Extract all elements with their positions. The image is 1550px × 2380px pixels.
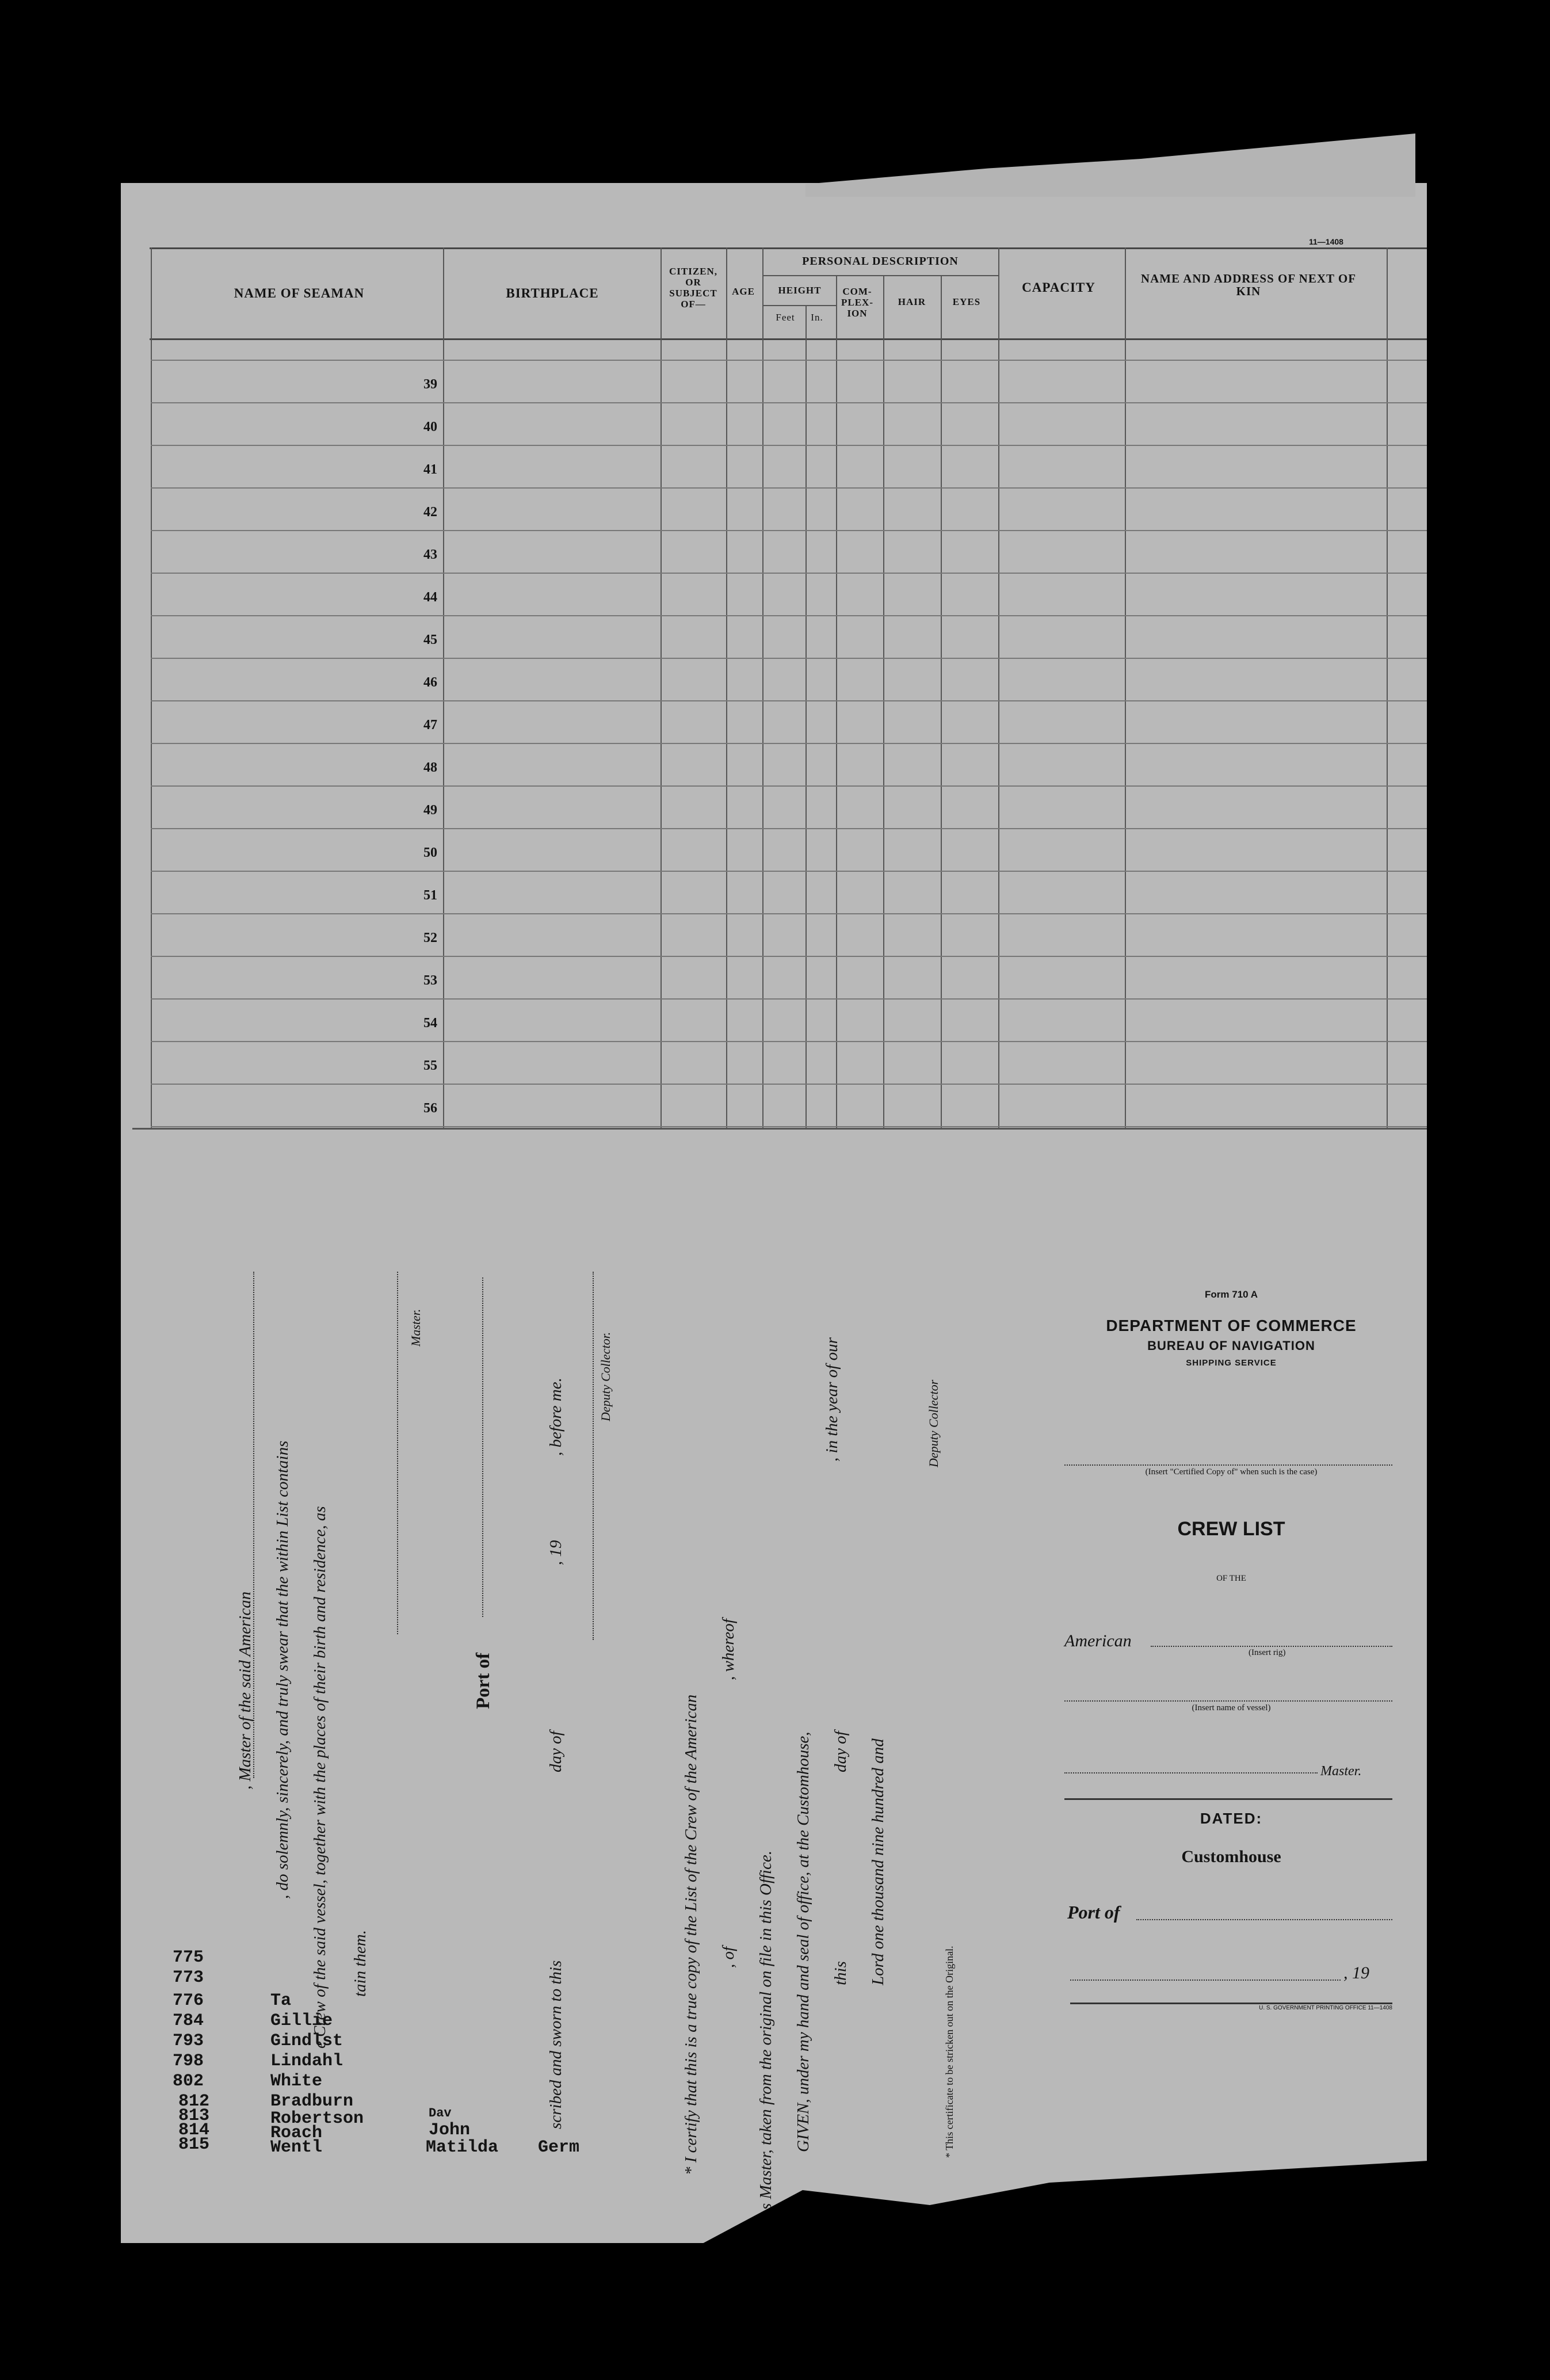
grid-line [1125,247,1126,1128]
grid-line [762,247,763,1128]
bleed-number: 793 [173,2031,204,2051]
row-number: 52 [423,930,437,945]
gpo-imprint: U. S. GOVERNMENT PRINTING OFFICE 11—1408 [1259,2005,1392,2011]
row-line [151,1084,1427,1085]
bleed-number: 784 [173,2011,204,2031]
grid-line [1387,247,1388,1128]
bleed-number: 814 [178,2120,210,2140]
certificate-whereof: , whereof [719,1619,738,1680]
col-capacity: CAPACITY [1022,280,1095,295]
department-title: DEPARTMENT OF COMMERCE [1106,1317,1357,1334]
certificate-line1: * I certify that this is a true copy of the List of the Crew of the American [682,1694,700,2175]
certificate-this: this [831,1961,850,1985]
insert-name-note: (Insert name of vessel) [1192,1703,1271,1712]
master-blank [1064,1772,1318,1773]
cover-master-label: Master. [1320,1764,1362,1779]
row-number: 40 [423,419,437,434]
row-line [151,360,1427,361]
oath-deputy-collector: Deputy Collector. [598,1332,613,1421]
row-number: 45 [423,632,437,647]
bleed-number: 812 [178,2092,210,2111]
row-number: 56 [423,1101,437,1116]
row-line [151,1041,1427,1042]
col-birthplace: BIRTHPLACE [506,286,599,300]
col-feet: Feet [776,312,795,323]
oath-before-me: , before me. [547,1378,565,1456]
col-citizen: CITIZEN, OR SUBJECT OF— [669,266,718,310]
bleed-name: Roach [270,2123,323,2143]
customhouse-label: Customhouse [1181,1847,1281,1866]
oath-tain: tain them. [351,1930,369,1997]
row-number: 39 [423,377,437,392]
bleed-name: Wentl [270,2138,323,2157]
oath-swear: , do solemnly, sincerely, and truly swear that the within List contains [273,1440,292,1899]
bleed-first-name: Dav [429,2106,452,2120]
row-line [151,956,1427,957]
row-number: 54 [423,1016,437,1031]
row-line [151,785,1427,787]
row-line [151,402,1427,403]
table-bottom-border [132,1128,1427,1130]
bleed-number: 775 [173,1948,204,1967]
master-signature-line [397,1272,400,1634]
grid-line [805,306,807,1128]
col-complexion: COM-PLEX-ION [841,286,873,319]
oath-day-of: day of [547,1731,565,1772]
row-number: 51 [423,888,437,903]
col-height: HEIGHT [778,285,822,296]
crew-list-title: CREW LIST [1177,1518,1285,1540]
row-number: 49 [423,803,437,818]
row-number: 46 [423,675,437,690]
certificate-note: * This certificate to be stricken out on the Original. [944,1946,955,2158]
bleed-number: 815 [178,2135,210,2154]
rig-blank [1151,1646,1392,1647]
row-number: 43 [423,547,437,562]
row-number: 42 [423,505,437,520]
certificate-line2: s Master, taken from the original on file in this Office. [757,1851,775,2210]
date-blank [1070,1979,1341,1981]
certificate-year-of-our: , in the year of our [823,1337,841,1462]
service-title: SHIPPING SERVICE [1186,1358,1277,1368]
vessel-name-blank [1064,1700,1392,1702]
bleed-extra: Germ [538,2138,580,2157]
bleed-name: Lindahl [270,2051,343,2071]
deputy-signature-line [593,1272,595,1640]
port-blank [482,1277,485,1617]
row-number: 53 [423,973,437,988]
row-number: 48 [423,760,437,775]
cert-copy-blank [1064,1464,1392,1466]
cover-divider [1064,1798,1392,1800]
row-line [151,743,1427,744]
bleed-name: Bradburn [270,2092,354,2111]
bureau-title: BUREAU OF NAVIGATION [1147,1338,1315,1353]
form-number: 11—1408 [1309,237,1343,246]
port-blank-cover [1136,1919,1392,1920]
bleed-name: Ta [270,1991,292,2011]
cover-panel [1059,1289,1404,1368]
row-line [151,615,1427,616]
certificate-line3: GIVEN, under my hand and seal of office, at the Customhouse, [794,1731,812,2152]
bleed-first-name: John [429,2120,471,2140]
bleed-name: Robertson [270,2109,364,2129]
of-the-label: OF THE [1216,1574,1246,1583]
form-label: Form 710 A [1205,1289,1258,1300]
bleed-number: 813 [178,2106,210,2126]
row-line [151,445,1427,446]
certificate-line4: Lord one thousand nine hundred and [869,1738,887,1985]
bleed-number: 773 [173,1968,204,1988]
row-line [151,573,1427,574]
bleed-name: Gillie [270,2011,333,2031]
certificate-deputy-collector: Deputy Collector [926,1379,941,1467]
bleed-first-name: Matilda [426,2138,499,2157]
grid-line [443,247,444,1128]
col-next-of-kin: NAME AND ADDRESS OF NEXT OF KIN [1140,272,1357,298]
row-number: 50 [423,845,437,860]
row-line [151,658,1427,659]
col-hair: HAIR [898,296,926,307]
oath-crew: e Crew of the said vessel, together with the places of their birth and residence, as [311,1506,329,2049]
torn-top-edge [805,134,1415,197]
row-number: 41 [423,462,437,477]
dated-label: DATED: [1200,1810,1263,1827]
row-line [151,700,1427,701]
insert-cert-note: (Insert "Certified Copy of" when such is the case) [1145,1467,1318,1477]
row-line [151,998,1427,1000]
col-age: AGE [732,286,755,297]
row-number: 47 [423,718,437,733]
grid-line [151,247,152,1128]
oath-master-signature: Master. [409,1309,423,1347]
grid-line [998,247,999,1128]
bleed-name: White [270,2072,323,2091]
row-line [151,1126,1427,1127]
oath-master-of: , Master of the said American [236,1591,254,1790]
grid-line [661,247,662,1128]
row-line [151,828,1427,829]
col-name-of-seaman: NAME OF SEAMAN [234,286,365,300]
row-line [151,487,1427,489]
col-personal-description: PERSONAL DESCRIPTION [802,255,959,268]
col-inches: In. [811,312,823,323]
row-line [151,530,1427,531]
row-line [151,871,1427,872]
bleed-number: 776 [173,1991,204,2011]
oath-port-of: Port of [473,1652,494,1709]
certificate-of: , of [719,1946,738,1968]
oath-blank [253,1272,256,1778]
height-divider [762,305,837,306]
row-number: 44 [423,590,437,605]
certificate-day-of: day of [831,1731,850,1772]
insert-rig-note: (Insert rig) [1249,1648,1286,1657]
bleed-number: 798 [173,2051,204,2071]
cover-year: , 19 [1343,1963,1369,1982]
oath-subscribed: scribed and sworn to this [547,1960,565,2129]
cover-bottom-rule [1070,2003,1392,2004]
personal-desc-divider [762,275,998,276]
oath-nineteen: , 19 [547,1540,565,1565]
cover-port-of: Port of [1067,1902,1120,1923]
bleed-number: 802 [173,2072,204,2091]
grid-line [726,247,727,1128]
bleed-name: Gindlst [270,2031,343,2051]
american-label: American [1064,1631,1132,1650]
row-line [151,913,1427,914]
row-number: 55 [423,1058,437,1073]
col-eyes: EYES [952,296,981,307]
